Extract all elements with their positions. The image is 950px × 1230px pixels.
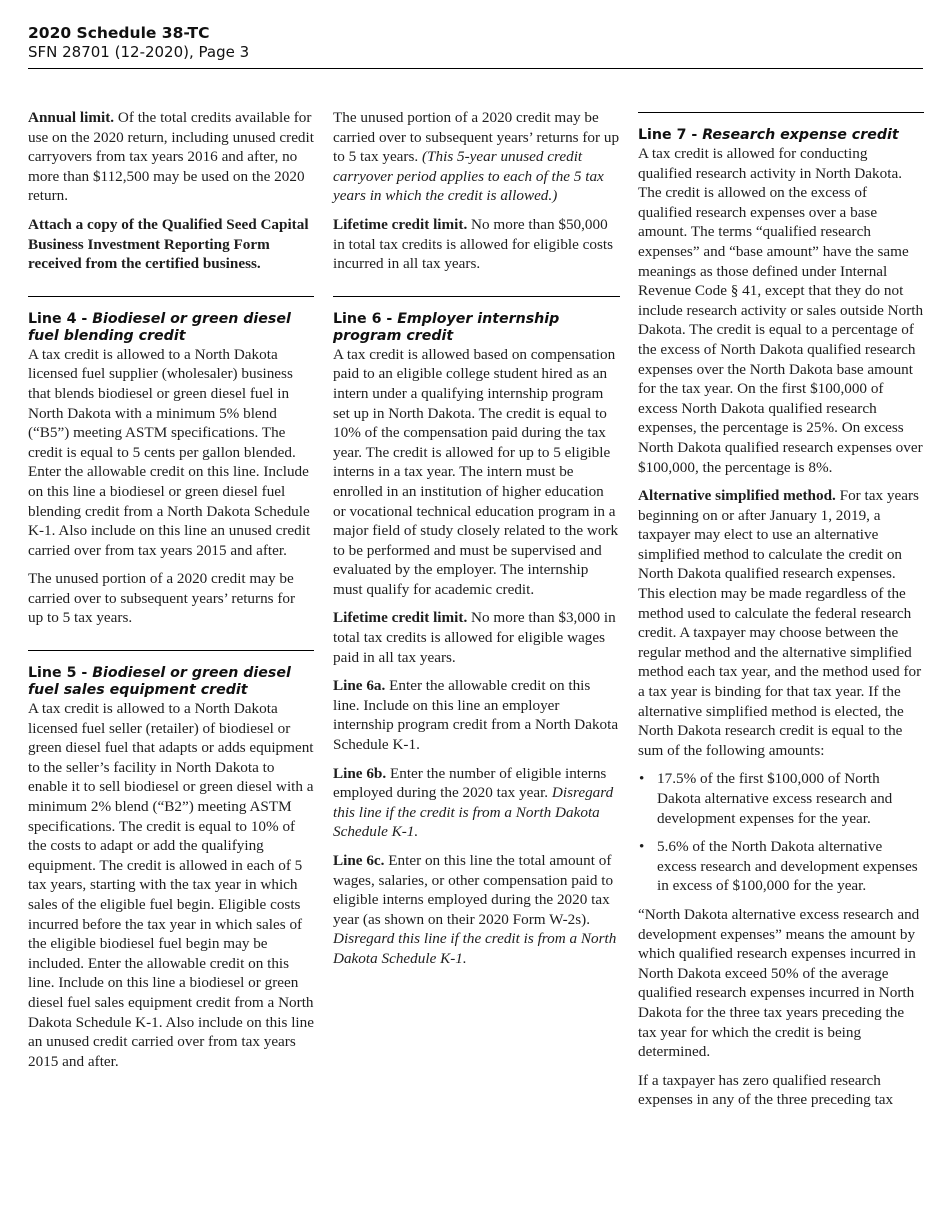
line-6-section xyxy=(333,296,620,600)
line-4-paragraph-2: The unused portion of a 2020 credit may be carried over to subsequent years’ returns for up to 5 tax years. xyxy=(28,570,296,627)
line-4-heading xyxy=(28,311,314,345)
line-6-paragraph-1: A tax credit is allowed based on compensation paid to an eligible college student hired as an intern under a qualifying internship program set up in North Dakota. The credit is equal to 10% of the compensation paid during the tax year. The credit is allowed for up to 5 eligible interns in a tax year. The intern must be enrolled in an institution of higher education or vocational technical education program in a major field of study closely related to the work to be performed and must be supervised and evaluated by the employer. The internship must qualify for academic credit. xyxy=(333,345,619,598)
line-6a-text: Enter the allowable credit on this line. Include on this line an employer internship program credit from a North Dakota Schedule K-1. xyxy=(333,677,619,754)
line-5-heading xyxy=(28,665,314,699)
line-7-heading xyxy=(638,127,924,144)
line-7-paragraph-1: A tax credit is allowed for conducting qualified research activity in North Dakota. The credit is allowed on the excess of qualified research expenses over a base amount. The terms “qualified research expenses” and “base amount” have the same meanings as those defined under Internal Revenue Code § 41, except that they do not include research activity or sales outside North Dakota. The credit is equal to a percentage of the excess of North Dakota qualified research expenses over the North Dakota base amount for the tax year. On the first $100,000 of excess North Dakota qualified research expenses, the percentage is 25%. On excess North Dakota qualified research expenses over $100,000, the percentage is 8%. xyxy=(638,145,924,476)
lifetime-limit-lead-2: Lifetime credit limit. xyxy=(333,609,468,627)
line-6b-lead: Line 6b. xyxy=(333,764,387,782)
line-6b-italic: Disregard this line if the credit is from a North Dakota Schedule K-1. xyxy=(333,784,614,841)
alt-method-text: For tax years beginning on or after January 1, 2019, a taxpayer may elect to use an alternative simplified method to calculate the credit on North Dakota qualified research expenses. This election may be made regardless of the method used to calculate the federal research credit. A taxpayer may choose between the regular method and the alternative simplified method each tax year, and the method used for a tax year is binding for that tax year. If the alternative simplified method is elected, the North Dakota research credit is equal to the sum of the following amounts: xyxy=(638,487,922,759)
line-6c-paragraph xyxy=(333,851,620,969)
line-5-paragraph-1: A tax credit is allowed to a North Dakota licensed fuel seller (retailer) of biodiesel or green diesel fuel that adapts or adds equipment to the seller’s facility in North Dakota to enable it to sell biodiesel or green diesel with a minimum 2% blend (“B2”) meeting ASTM specifications. The credit is equal to 10% of the costs to adapt or add the qualifying equipment. The credit is allowed in each of 5 tax years, starting with the tax year in which sales of the eligible fuel begin. Eligible costs incurred before the tax year in which sales of the eligible biodiesel fuel begin may be included. Enter the allowable credit on this line. Include on this line a biodiesel or green diesel fuel sales equipment credit from a North Dakota Schedule K-1. Also include on this line an unused credit carried over from tax years 2015 and after. xyxy=(28,700,314,1070)
list-item xyxy=(638,769,924,828)
line-4-label: Line 4 - xyxy=(28,310,93,327)
line-7-section xyxy=(638,112,924,477)
column-3 xyxy=(638,112,924,1119)
lifetime-limit-text-1: No more than $50,000 in total tax credits is allowed for eligible costs incurred in all tax years. xyxy=(333,215,614,273)
line-6c-text: Enter on this line the total amount of wages, salaries, or other compensation paid to eligible interns employed during the 2020 tax year (as shown on their 2020 Form W-2s). xyxy=(333,852,614,928)
line-5-section xyxy=(28,650,314,1071)
lifetime-limit-text-2: No more than $3,000 in total tax credits is allowed for eligible wages paid in all tax years. xyxy=(333,609,616,666)
line-6c-lead: Line 6c. xyxy=(333,852,385,869)
amounts-list xyxy=(638,769,924,896)
line-6-heading xyxy=(333,311,620,345)
alt-method-lead: Alternative simplified method. xyxy=(638,487,836,505)
line-7-label: Line 7 - xyxy=(638,127,703,143)
lifetime-limit-paragraph-2 xyxy=(333,608,620,667)
page-header xyxy=(28,24,923,69)
form-subtitle: SFN 28701 (12-2020), Page 3 xyxy=(28,43,250,61)
lifetime-limit-lead-1: Lifetime credit limit. xyxy=(333,215,468,233)
line-7-name: Research expense credit xyxy=(702,127,899,143)
column-1 xyxy=(28,108,314,1080)
attach-note: Attach a copy of the Qualified Seed Capital Business Investment Reporting Form received from the certified business. xyxy=(28,215,309,273)
line-4-name: Biodiesel or green diesel fuel blending credit xyxy=(28,310,291,344)
line-6a-lead: Line 6a. xyxy=(333,677,386,695)
line-6b-paragraph xyxy=(333,764,620,842)
list-item-text: 17.5% of the first $100,000 of North Dakota alternative excess research and development expenses for the year. xyxy=(657,770,893,827)
carryover-text: The unused portion of a 2020 credit may be carried over to subsequent years’ returns for up to 5 tax years. xyxy=(333,109,620,166)
annual-limit-text: Of the total credits available for use on the 2020 return, including unused credit carryovers from tax years 2016 and after, no more than $112,500 may be used on the 2020 return. xyxy=(28,109,314,205)
list-item-text: 5.6% of the North Dakota alternative excess research and development expenses in excess of $100,000 for the year. xyxy=(657,838,918,895)
bullet-icon: • xyxy=(639,838,645,856)
annual-limit-paragraph xyxy=(28,108,314,206)
zero-expenses-paragraph: If a taxpayer has zero qualified research expenses in any of the three preceding tax xyxy=(638,1071,894,1109)
annual-limit-lead: Annual limit. xyxy=(28,109,115,126)
list-item xyxy=(638,837,924,896)
line-4-section xyxy=(28,296,314,628)
carryover-paragraph xyxy=(333,108,620,206)
column-2 xyxy=(333,108,620,978)
alt-method-paragraph xyxy=(638,486,924,760)
line-6a-paragraph xyxy=(333,676,620,754)
line-6b-text: Enter the number of eligible interns employed during the 2020 tax year. xyxy=(333,764,607,802)
line-5-label: Line 5 - xyxy=(28,665,93,682)
line-6c-italic: Disregard this line if the credit is from a North Dakota Schedule K-1. xyxy=(333,930,617,967)
form-title: 2020 Schedule 38-TC xyxy=(28,24,210,42)
definition-paragraph: “North Dakota alternative excess research and development expenses” means the amount by which qualified research expenses incurred in North Dakota exceed 50% of the average qualified research expenses incurred in North Dakota for the three tax years preceding the tax year for which the credit is being determined. xyxy=(638,905,920,1061)
carryover-italic: (This 5-year unused credit carryover period applies to each of the 5 tax years in which the credit is allowed.) xyxy=(333,148,604,205)
line-6-name: Employer internship program credit xyxy=(333,310,560,344)
bullet-icon: • xyxy=(639,770,645,788)
line-4-paragraph-1: A tax credit is allowed to a North Dakota licensed fuel supplier (wholesaler) business that blends biodiesel or green diesel fuel in North Dakota with a minimum 5% blend (“B5”) meeting ASTM specifications. The credit is equal to 5 cents per gallon blended. Enter the allowable credit on this line. Include on this line a biodiesel or green diesel fuel blending credit from a North Dakota Schedule K-1. Also include on this line an unused credit carried over from tax years 2015 and after. xyxy=(28,345,311,559)
line-6-label: Line 6 - xyxy=(333,310,398,327)
line-5-name: Biodiesel or green diesel fuel sales equipment credit xyxy=(28,665,291,699)
lifetime-limit-paragraph-1 xyxy=(333,215,620,274)
